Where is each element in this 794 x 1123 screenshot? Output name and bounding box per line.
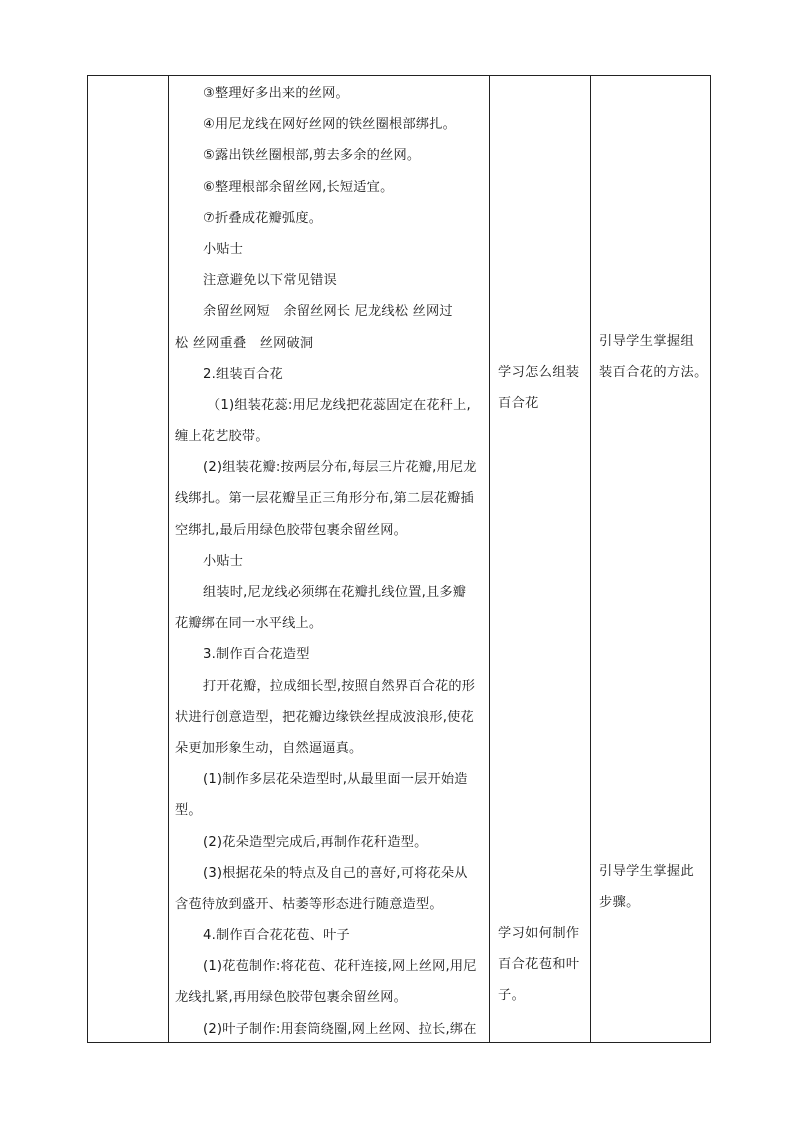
content-line: 余留丝网短 余留丝网长 尼龙线松 丝网过 xyxy=(203,304,453,320)
content-line: 状进行创意造型，把花瓣边缘铁丝捏成波浪形,使花 xyxy=(175,709,474,725)
content-line: 含苞待放到盛开、枯萎等形态进行随意造型。 xyxy=(175,896,443,912)
student-activity-bud-leaf xyxy=(498,918,586,1012)
content-line: ③整理好多出来的丝网。 xyxy=(203,86,349,101)
design-intent-assemble xyxy=(599,326,706,388)
teaching-content-cell xyxy=(169,76,490,1043)
content-line: 4.制作百合花花苞、叶子 xyxy=(203,928,350,944)
content-line: 型。 xyxy=(175,803,202,819)
content-line: 注意避免以下常见错误 xyxy=(203,273,337,289)
design-intent-cell xyxy=(591,76,711,1043)
content-line: 缠上花艺胶带。 xyxy=(175,429,269,445)
content-line: 线绑扎。第一层花瓣呈正三角形分布,第二层花瓣插 xyxy=(175,491,474,507)
design-intent-line: 装百合花的方法。 xyxy=(599,365,708,381)
content-line: 松 丝网重叠 丝网破洞 xyxy=(175,335,314,351)
content-line: （1)组装花蕊:用尼龙线把花蕊固定在花秆上, xyxy=(207,397,471,413)
content-line: 小贴士 xyxy=(203,553,244,569)
table-row xyxy=(88,76,711,1043)
content-line: (2)组装花瓣:按两层分布,每层三片花瓣,用尼龙 xyxy=(203,460,477,476)
student-activity-line: 学习如何制作 xyxy=(498,926,580,941)
student-activity-line: 百合花 xyxy=(498,396,539,412)
content-line: ⑦折叠成花瓣弧度。 xyxy=(203,210,323,226)
lesson-table xyxy=(87,75,711,1043)
content-line: 龙线扎紧,再用绿色胶带包裹余留丝网。 xyxy=(175,990,407,1006)
student-activity-line: 子。 xyxy=(498,988,526,1004)
content-line: (2)叶子制作:用套筒绕圈,网上丝网、拉长,绑在 xyxy=(203,1021,477,1037)
student-activity-assemble xyxy=(498,357,586,419)
design-intent-line: 引导学生掌握此 xyxy=(599,864,695,879)
student-activity-line: 学习怎么组装 xyxy=(498,365,580,380)
content-line: ④用尼龙线在网好丝网的铁丝圈根部绑扎。 xyxy=(203,117,456,133)
design-intent-steps xyxy=(599,856,706,918)
student-activity-cell xyxy=(490,76,591,1043)
content-line: (2)花朵造型完成后,再制作花秆造型。 xyxy=(203,834,428,850)
design-intent-line: 步骤。 xyxy=(599,895,640,911)
empty-first-column xyxy=(88,76,169,1043)
content-line: (3)根据花朵的特点及自己的喜好,可将花朵从 xyxy=(203,865,468,881)
content-line: ⑥整理根部余留丝网,长短适宜。 xyxy=(203,179,394,195)
content-line: 朵更加形象生动，自然逼逼真。 xyxy=(175,740,363,756)
content-line: 花瓣绑在同一水平线上。 xyxy=(175,616,323,632)
content-line: 空绑扎,最后用绿色胶带包裹余留丝网。 xyxy=(175,522,407,538)
teaching-content-lines xyxy=(169,78,489,1045)
content-line: 2.组装百合花 xyxy=(203,366,283,382)
content-line: ⑤露出铁丝圈根部,剪去多余的丝网。 xyxy=(203,148,421,164)
content-line: 组装时,尼龙线必须绑在花瓣扎线位置,且多瓣 xyxy=(203,585,467,600)
content-line: (1)花苞制作:将花苞、花秆连接,网上丝网,用尼 xyxy=(203,959,477,975)
content-line: (1)制作多层花朵造型时,从最里面一层开始造 xyxy=(203,772,468,788)
content-line: 3.制作百合花造型 xyxy=(203,647,310,663)
student-activity-line: 百合花苞和叶 xyxy=(498,957,580,973)
design-intent-line: 引导学生掌握组 xyxy=(599,334,695,349)
content-line: 打开花瓣，拉成细长型,按照自然界百合花的形 xyxy=(203,678,476,694)
content-line: 小贴士 xyxy=(203,241,244,257)
